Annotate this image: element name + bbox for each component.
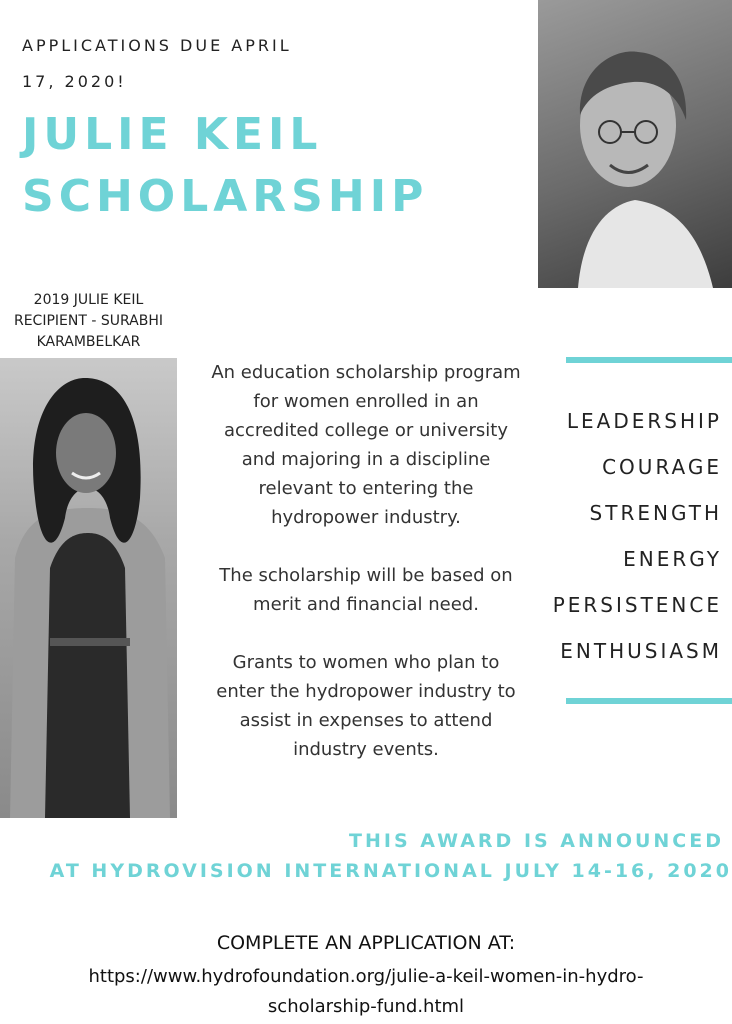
deadline-line-2: 17, 2020! — [22, 72, 127, 91]
title-line-1: JULIE KEIL — [22, 109, 323, 160]
award-line-1: THIS AWARD IS ANNOUNCED — [349, 830, 724, 852]
recipient-caption — [0, 290, 177, 353]
caption-line-2: RECIPIENT - SURABHI — [13, 313, 163, 329]
values-list — [502, 398, 722, 674]
description-paragraph-3: Grants to women who plan to enter the hydropower industry to assist in expenses to attend industry events. — [216, 652, 516, 760]
value-leadership: LEADERSHIP — [566, 409, 722, 433]
award-announcement — [30, 826, 732, 886]
page-title — [22, 104, 522, 228]
application-heading: COMPLETE AN APPLICATION AT: — [216, 932, 516, 954]
title-line-2: SCHOLARSHIP — [22, 171, 429, 222]
award-line-2: AT HYDROVISION INTERNATIONAL JULY 14-16, 2020 — [49, 860, 732, 882]
application-deadline — [22, 28, 342, 100]
application-url-line-2[interactable]: scholarship-fund.html — [267, 996, 465, 1017]
description-paragraph-1: An education scholarship program for women enrolled in an accredited college or university and majoring in a discipline relevant to entering the hydropower industry. — [211, 362, 521, 528]
value-persistence: PERSISTENCE — [552, 593, 722, 617]
value-strength: STRENGTH — [589, 501, 722, 525]
caption-line-1: 2019 JULIE KEIL — [33, 292, 144, 308]
application-link[interactable] — [0, 962, 732, 1022]
value-energy: ENERGY — [623, 547, 722, 571]
value-enthusiasm: ENTHUSIASM — [560, 639, 722, 663]
divider-top — [566, 357, 732, 363]
deadline-line-1: APPLICATIONS DUE APRIL — [22, 36, 292, 55]
recipient-photo — [0, 358, 177, 818]
scholarship-description — [206, 358, 526, 793]
divider-bottom — [566, 698, 732, 704]
description-paragraph-2: The scholarship will be based on merit and financial need. — [219, 565, 513, 615]
julie-keil-photo — [538, 0, 732, 288]
value-courage: COURAGE — [602, 455, 722, 479]
application-url-line-1[interactable]: https://www.hydrofoundation.org/julie-a-keil-women-in-hydro- — [88, 966, 644, 987]
caption-line-3: KARAMBELKAR — [36, 334, 141, 350]
